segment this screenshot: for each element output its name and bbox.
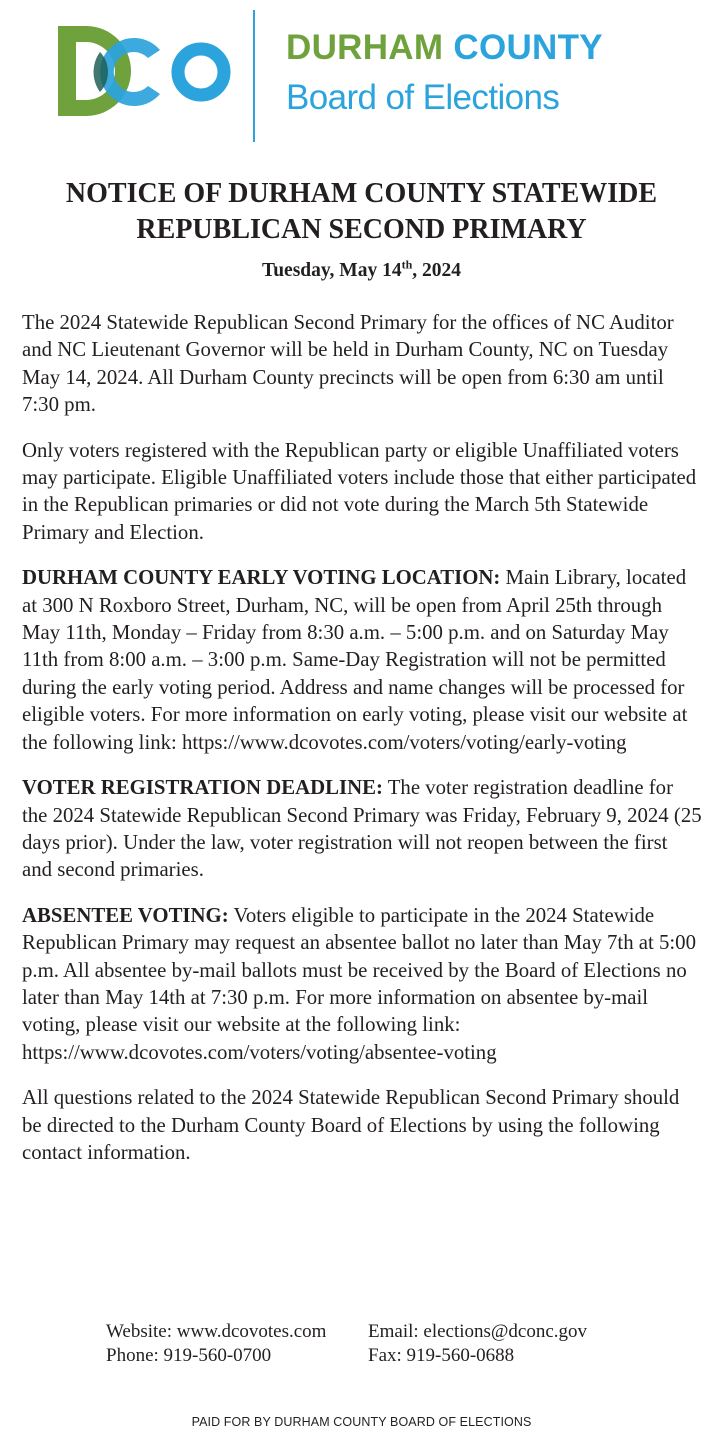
notice-title-line2: REPUBLICAN SECOND PRIMARY	[136, 214, 587, 245]
election-date	[0, 258, 723, 284]
questions-paragraph: All questions related to the 2024 Statewide Republican Second Primary should be directed to the Durham County Board of Elections by using the following contact information.	[22, 1086, 680, 1164]
early-voting-paragraph	[22, 564, 702, 756]
contact-phone: Phone: 919-560-0700	[106, 1345, 272, 1366]
election-date-prefix: Tuesday, May 14	[261, 260, 402, 281]
absentee-paragraph	[22, 902, 702, 1066]
registration-text: The voter registration deadline for the 2024 Statewide Republican Second Primary was Friday, February 9, 2024 (25 days prior). Under the law, voter registration will not reopen between the first and second primaries.	[22, 776, 702, 882]
org-subtitle: Board of Elections	[286, 78, 560, 117]
org-name-durham: DURHAM	[286, 28, 444, 67]
notice-title	[0, 176, 723, 248]
election-date-suffix: , 2024	[412, 260, 462, 281]
dco-logo-icon	[56, 20, 234, 128]
contact-left	[106, 1320, 326, 1368]
contact-email: Email: elections@dconc.gov	[368, 1321, 588, 1342]
absentee-text: Voters eligible to participate in the 2024 Statewide Republican Primary may request an absentee ballot no later than May 7th at 5:00 p.m. All absentee by-mail ballots must be received by the Board of Elections no later than May 14th at 7:30 p.m. For more information on absentee by-mail voting, please visit our website at the following link: https://www.dcovotes.com/voters/voting/absentee-voting	[22, 903, 696, 1064]
early-voting-text: Main Library, located at 300 N Roxboro Street, Durham, NC, will be open from April 25th through May 11th, Monday – Friday from 8:30 a.m. – 5:00 p.m. and on Saturday May 11th from 8:00 a.m. – 3:00 p.m. Same-Day Registration will not be permitted during the early voting period. Address and name changes will be processed for eligible voters. For more information on early voting, please visit our website at the following link: https://www.dcovotes.com/voters/voting/early-voting	[22, 566, 688, 754]
org-name	[286, 28, 603, 68]
org-name-county: COUNTY	[453, 28, 603, 67]
early-voting-heading: DURHAM COUNTY EARLY VOTING LOCATION:	[22, 566, 501, 590]
paid-for-footer: PAID FOR BY DURHAM COUNTY BOARD OF ELECTIONS	[191, 1415, 532, 1429]
contact-right	[368, 1320, 587, 1368]
eligibility-paragraph: Only voters registered with the Republican party or eligible Unaffiliated voters may participate. Eligible Unaffiliated voters include those that either participated in the Republican primaries or did not vote during the March 5th Statewide Primary and Election.	[22, 438, 697, 544]
registration-paragraph	[22, 774, 702, 884]
registration-heading: VOTER REGISTRATION DEADLINE:	[22, 776, 383, 800]
notice-body	[22, 309, 702, 1184]
intro-paragraph: The 2024 Statewide Republican Second Primary for the offices of NC Auditor and NC Lieutenant Governor will be held in Durham County, NC on Tuesday May 14, 2024. All Durham County precincts will be open from 6:30 am until 7:30 pm.	[22, 311, 674, 417]
notice-title-line1: NOTICE OF DURHAM COUNTY STATEWIDE	[65, 178, 658, 209]
contact-fax: Fax: 919-560-0688	[368, 1345, 515, 1366]
logo-divider	[253, 10, 255, 142]
contact-website: Website: www.dcovotes.com	[106, 1321, 327, 1342]
absentee-heading: ABSENTEE VOTING:	[22, 903, 229, 927]
election-date-sup: th	[401, 257, 413, 272]
